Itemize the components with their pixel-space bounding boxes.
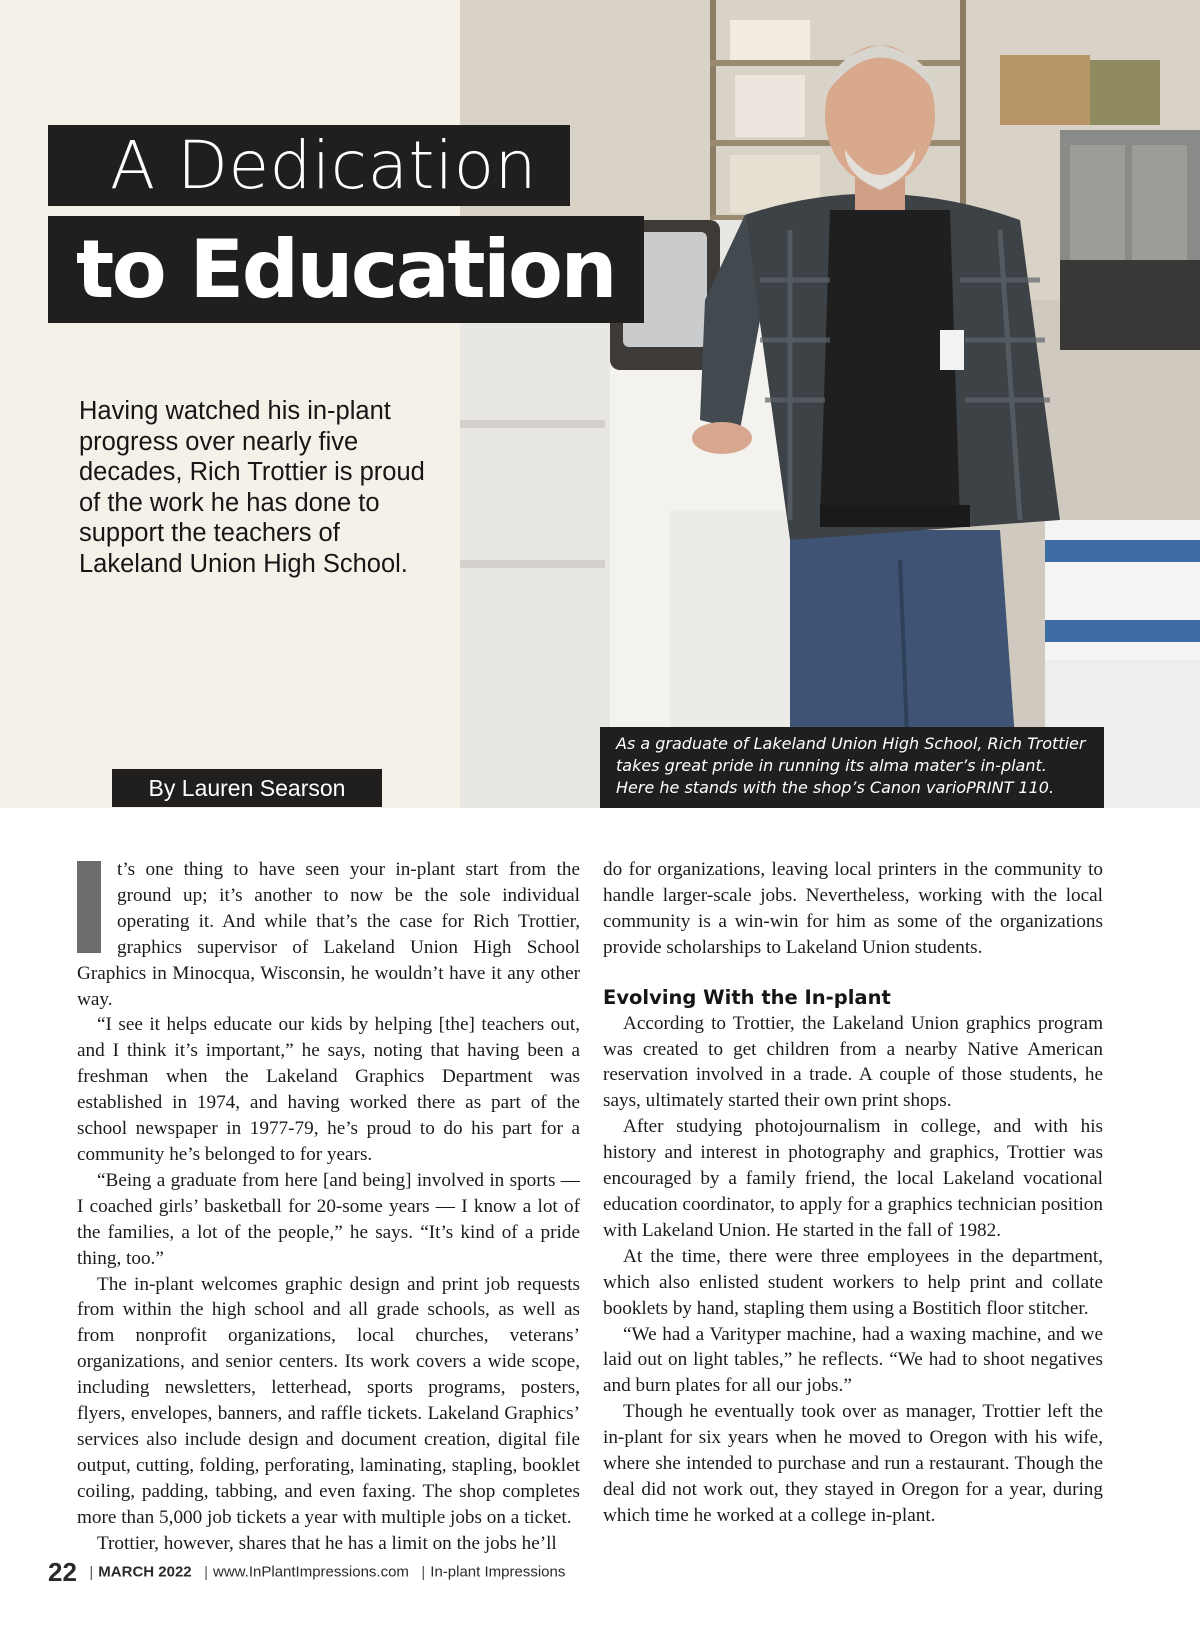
footer-separator: | [204,1563,209,1581]
body-paragraph: “I see it helps educate our kids by helping [the] teachers out, and I think it’s important,” he says, noting that having been a freshman when the Lakeland Graphics Department was established in 1974, and having worked there as part of the school newspaper in 1977-79, he’s proud to do his part for a community he’s belonged to for years. [77,1014,580,1165]
body-paragraph: At the time, there were three employees in the department, which also enlisted student workers to help print and collate booklets by hand, stapling them using a Bostitich floor stitcher. [603,1245,1103,1319]
website-link[interactable]: www.InPlantImpressions.com [213,1563,409,1581]
body-paragraph: Though he eventually took over as manager, Trottier left the in-plant for six years when he moved to Oregon with his wife, where she intended to purchase and run a restaurant. Though the deal did not work out, they stayed in Oregon for a year, during which time he worked at a college in-plant. [603,1401,1103,1526]
body-paragraph: According to Trottier, the Lakeland Union graphics program was created to get children from a nearby Native American reservation involved in a trade. A couple of those students, he says, ultimately started their own print shops. [603,1012,1103,1112]
body-column-left [77,857,580,1556]
body-paragraph: The in-plant welcomes graphic design and print job requests from within the high school and all grade schools, as well as from nonprofit organizations, local churches, veterans’ organizations, and senior centers. Its work covers a wide scope, including newsletters, letterhead, sports programs, posters, flyers, envelopes, banners, and raffle tickets. Lakeland Graphics’ services also include design and document creation, digital file output, cutting, folding, perforating, laminating, stapling, booklet coiling, padding, tabbing, and even faxing. The shop completes more than 5,000 job tickets a year with multiple jobs on a ticket. [77,1273,580,1528]
footer-separator: | [89,1563,94,1581]
body-paragraph: do for organizations, leaving local printers in the community to handle larger-scale jobs. Nevertheless, working with the local community is a win-win for him as some of the organizations provide scholarships to Lakeland Union students. [603,859,1103,958]
article-deck: Having watched his in-plant progress over nearly five decades, Rich Trottier is proud of the work he has done to support the teachers of Lakeland Union High School. [79,397,425,578]
drop-cap [77,861,101,953]
body-paragraph: “We had a Varityper machine, had a waxing machine, and we laid out on light tables,” he reflects. “We had to shoot negatives and burn plates for all our jobs.” [603,1323,1103,1397]
headline-line-1-text: A Dedication [110,127,537,204]
publication-name: In-plant Impressions [430,1563,566,1581]
headline-line-2 [48,216,644,323]
body-paragraph: After studying photojournalism in college, and with his history and interest in photography and graphics, Trottier was encouraged by a family friend, the local Lakeland vocational education coordinator, to apply for a graphics technician position with Lakeland Union. He started in the fall of 1982. [603,1116,1103,1241]
photo-caption: As a graduate of Lakeland Union High School, Rich Trottier takes great pride in running its alma mater’s in-plant. Here he stands with the shop’s Canon varioPRINT 110. [600,727,1104,808]
body-paragraph: t’s one thing to have seen your in-plant start from the ground up; it’s another to now be the sole individual operating it. And while that’s the case for Rich Trottier, graphics supervisor of Lakeland Union High School Graphics in Minocqua, Wisconsin, he wouldn’t have it any other way. [77,859,580,1010]
body-paragraph: “Being a graduate from here [and being] involved in sports — I coached girls’ basketball for 20-some years — I know a lot of the families, a lot of the people,” he says. “It’s kind of a pride thing, too.” [77,1169,580,1269]
hero-section [0,0,1200,808]
headline-line-2-text: to Education [76,223,615,316]
headline-line-1 [48,125,570,206]
body-paragraph: Trottier, however, shares that he has a limit on the jobs he’ll [97,1532,557,1554]
article-photo [460,0,1200,808]
page-footer [48,1554,565,1590]
body-column-right [603,857,1103,1529]
footer-separator: | [421,1563,426,1581]
page-number: 22 [48,1557,77,1587]
section-subhead: Evolving With the In-plant [603,985,891,1009]
issue-date: MARCH 2022 [98,1563,192,1581]
byline: By Lauren Searson [112,769,382,807]
